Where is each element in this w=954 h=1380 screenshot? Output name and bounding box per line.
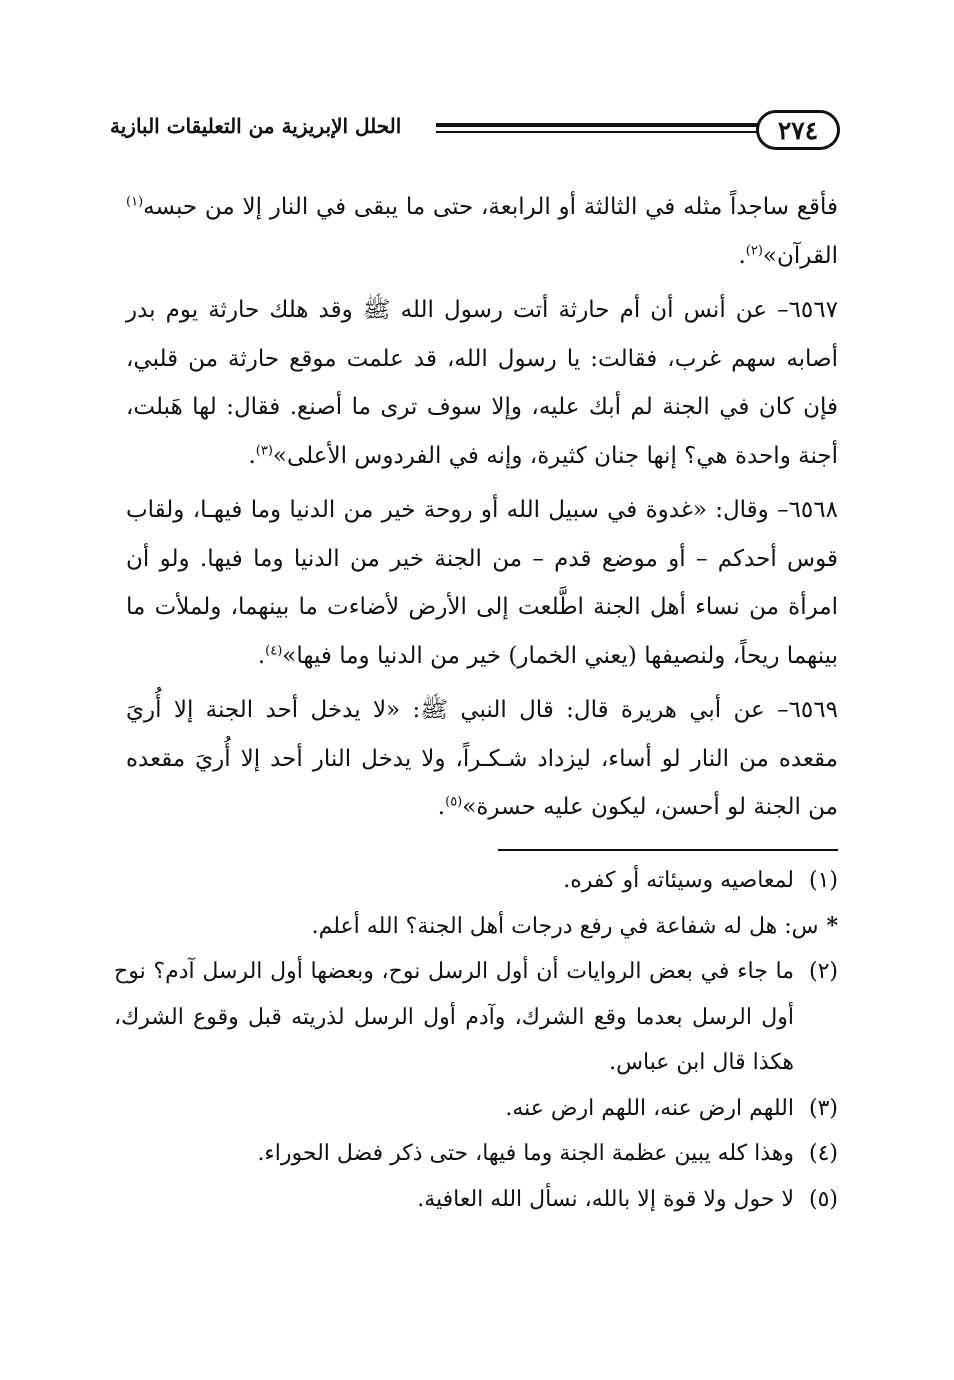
paragraph-end: . (437, 794, 446, 820)
paragraph-text: وقال: «غدوة في سبيل الله أو روحة خير من الدنيا وما فيهـا، ولقاب قوس أحدكم – أو موضع قدم – من الجنة خير من الدنيا وما فيها. ولو أن امرأة من نساء أهل الجنة اطَّلعت إلى الأرض لأضاءت ما بينهما، ولملأت ما بينهما ريحاً، ولنصيفها (يعني الخمار) خير من الدنيا وما فيها» (126, 497, 838, 669)
header-rule (436, 121, 758, 137)
main-text (126, 183, 838, 832)
footnote-marker: (٥) (808, 1186, 838, 1212)
hadith-number: ٦٥٦٩– (777, 697, 838, 723)
footnote-marker: (٣) (808, 1095, 838, 1121)
footnote-ref: (٥) (445, 794, 463, 810)
footnote-1 (114, 858, 838, 904)
running-header (110, 110, 840, 154)
header-rule-thin (436, 131, 758, 133)
asterisk-marker: * (826, 912, 838, 939)
footnote-ref: (٤) (265, 642, 283, 658)
footnote-text: ما جاء في بعض الروايات أن أول الرسل نوح، وبعضها أول الرسل آدم؟ نوح أول الرسل بعدما وقع الشرك، وآدم أول الرسل لذريته قبل وقوع الشرك، هكذا قال ابن عباس. (114, 959, 794, 1075)
page-number: ٢٧٤ (756, 110, 840, 150)
footnote-ref: (٢) (745, 242, 763, 258)
header-rule-thick (436, 123, 758, 127)
footnotes (114, 858, 838, 1222)
footnote-text: س: هل له شفاعة في رفع درجات أهل الجنة؟ الله أعلم. (311, 913, 819, 939)
footnote-text: لمعاصيه وسيئاته أو كفره. (563, 868, 794, 893)
footnote-marker: (١) (808, 868, 838, 893)
paragraph-end: . (248, 442, 256, 469)
hadith-6568 (126, 486, 838, 680)
book-title: الحلل الإبريزية من التعليقات البازية (110, 114, 402, 138)
footnote-marker: (٤) (808, 1141, 838, 1166)
paragraph-text: عن أنس أن أم حارثة أتت رسول الله ﷺ وقد هلك حارثة يوم بدر أصابه سهم غرب، فقالت: يا رسول الله، قد علمت موقع حارثة من قلبي، فإن كان في الجنة لم أبك عليه، وإلا سوف ترى ما أصنع. فقال: لها هَبلت، أجنة واحدة هي؟ إنها جنان كثيرة، وإنه في الفردوس الأعلى» (126, 297, 838, 469)
paragraph-text: القرآن» (762, 242, 838, 269)
footnote-text: لا حول ولا قوة إلا بالله، نسأل الله العافية. (417, 1186, 794, 1212)
hadith-6569 (126, 686, 838, 832)
paragraph-end: . (257, 642, 266, 669)
footnote-2 (114, 949, 838, 1086)
paragraph-text: فأقع ساجداً مثله في الثالثة أو الرابعة، حتى ما يبقى في النار إلا من حبسه (143, 194, 838, 220)
footnote-text: وهذا كله يبين عظمة الجنة وما فيها، حتى ذكر فضل الحوراء. (257, 1141, 794, 1166)
hadith-number: ٦٥٦٨– (777, 497, 838, 523)
footnote-5 (114, 1177, 838, 1223)
footnote-separator (498, 849, 838, 851)
footnote-ref: (٣) (255, 442, 273, 458)
paragraph-text: عن أبي هريرة قال: قال النبي ﷺ: «لا يدخل أحد الجنة إلا أُريَ مقعده من النار لو أساء، ليزداد شـكـراً، ولا يدخل النار أحد إلا أُريَ مقعده من الجنة لو أحسن، ليكون عليه حسرة» (126, 697, 838, 820)
paragraph-end: . (738, 242, 746, 269)
footnote-marker: (٢) (808, 959, 838, 984)
footnote-ref: (١) (126, 194, 144, 210)
footnote-3 (114, 1086, 838, 1132)
hadith-6567 (126, 286, 838, 480)
paragraph-continuation (126, 183, 838, 280)
hadith-number: ٦٥٦٧– (777, 297, 838, 323)
footnote-question (114, 904, 838, 950)
footnote-4 (114, 1131, 838, 1177)
footnote-text: اللهم ارض عنه، اللهم ارض عنه. (505, 1095, 794, 1121)
